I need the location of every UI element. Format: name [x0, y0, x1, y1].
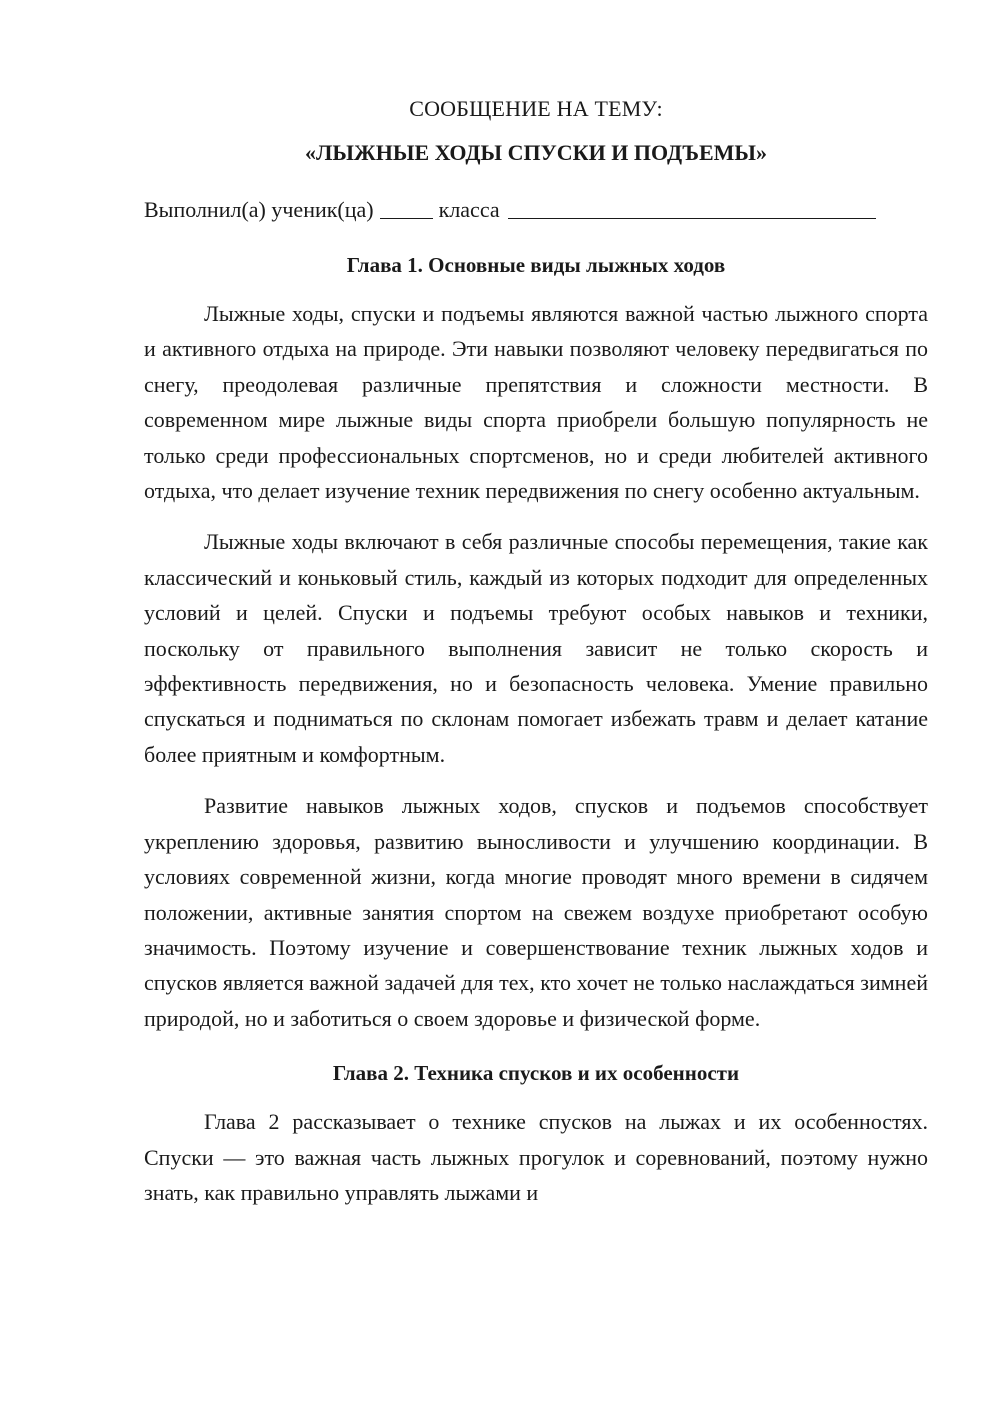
author-line-class-label: класса — [438, 197, 500, 222]
document-title-line-1: СООБЩЕНИЕ НА ТЕМУ: — [409, 96, 663, 121]
chapter-1-heading: Глава 1. Основные виды лыжных ходов — [346, 253, 726, 277]
author-line-prefix: Выполнил(а) ученик(ца) — [144, 197, 374, 222]
author-line — [144, 192, 928, 227]
chapter-2-paragraph-1: Глава 2 рассказывает о технике спусков на лыжах и их особенностях. Спуски — это важная часть лыжных прогулок и соревнований, поэтому нужно знать, как правильно управлять лыжами и — [144, 1109, 928, 1205]
document-page — [144, 92, 928, 1210]
chapter-1-paragraph-2: Лыжные ходы включают в себя различные способы перемещения, такие как классический и коньковый стиль, каждый из которых подходит для определенных условий и целей. Спуски и подъемы требуют особых навыков и техники, поскольку от правильного выполнения зависит не только скорость и эффективность передвижения, но и безопасность человека. Умение правильно спускаться и подниматься по склонам помогает избежать травм и делает катание более приятным и комфортным. — [144, 529, 928, 767]
chapter-2-heading: Глава 2. Техника спусков и их особенности — [332, 1061, 740, 1086]
chapter-1-paragraph-1: Лыжные ходы, спуски и подъемы являются важной частью лыжного спорта и активного отдыха на природе. Эти навыки позволяют человеку передвигаться по снегу, преодолевая различные препятствия и сложности местности. В современном мире лыжные виды спорта приобрели большую популярность не только среди профессиональных спортсменов, но и среди любителей активного отдыха, что делает изучение техник передвижения по снегу особенно актуальным. — [144, 301, 928, 504]
name-blank — [508, 194, 876, 219]
document-title: «ЛЫЖНЫЕ ХОДЫ СПУСКИ И ПОДЪЕМЫ» — [304, 140, 767, 165]
chapter-1-paragraph-3: Развитие навыков лыжных ходов, спусков и подъемов способствует укреплению здоровья, развитию выносливости и улучшению координации. В условиях современной жизни, когда многие проводят много времени в сидячем положении, активные занятия спортом на свежем воздухе приобретают особую значимость. Поэтому изучение и совершенствование техник лыжных ходов и спусков является важной задачей для тех, кто хочет не только наслаждаться зимней природой, но и заботиться о своем здоровье и физической форме. — [144, 793, 928, 1031]
grade-blank — [380, 194, 433, 219]
